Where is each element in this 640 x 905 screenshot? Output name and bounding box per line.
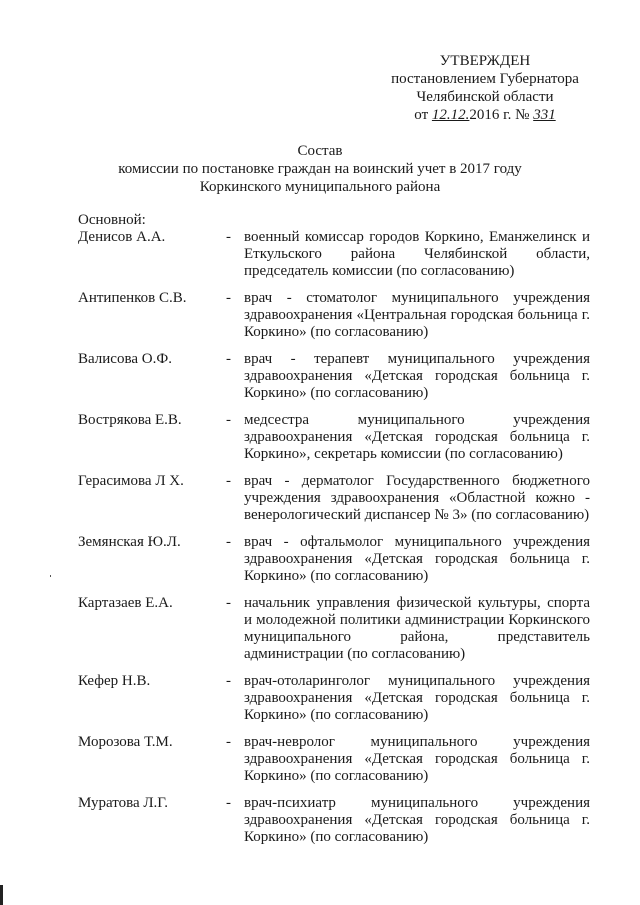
member-description: начальник управления физической культуры, спорта и молодежной политики администрации Коркинского муниципального района, представитель администрации (по согласованию): [244, 595, 590, 662]
member-row: [78, 351, 590, 402]
member-row: [78, 534, 590, 585]
member-name: Вострякова Е.В.: [78, 412, 182, 428]
member-name: Денисов А.А.: [78, 229, 166, 245]
member-name: Валисова О.Ф.: [78, 351, 172, 367]
title-line-3: Коркинского муниципального района: [199, 179, 441, 195]
member-dash: -: [226, 795, 231, 811]
section-label: Основной:: [78, 212, 146, 228]
member-dash: -: [226, 229, 231, 245]
document-title: [60, 142, 580, 196]
members-list: [78, 229, 590, 856]
member-dash: -: [226, 290, 231, 306]
title-line-2: комиссии по постановке граждан на воинский учет в 2017 году: [118, 161, 522, 177]
approval-date-line: [380, 106, 590, 124]
member-description: врач - офтальмолог муниципального учреждения здравоохранения «Детская городская больница г. Коркино» (по согласованию): [244, 534, 590, 584]
member-dash: -: [226, 595, 231, 611]
member-description: медсестра муниципального учреждения здравоохранения «Детская городская больница г. Коркино», секретарь комиссии (по согласованию): [244, 412, 590, 462]
member-name: Земянская Ю.Л.: [78, 534, 181, 550]
member-dash: -: [226, 473, 231, 489]
member-row: [78, 290, 590, 341]
member-name: Морозова Т.М.: [78, 734, 173, 750]
approval-heading: УТВЕРЖДЕН: [439, 53, 531, 69]
member-name: Картазаев Е.А.: [78, 595, 173, 611]
scan-mark: [0, 885, 3, 905]
member-name: Муратова Л.Г.: [78, 795, 169, 811]
member-row: [78, 734, 590, 785]
member-row: [78, 595, 590, 663]
member-name: Кефер Н.В.: [78, 673, 151, 689]
scan-mark: [50, 575, 51, 577]
member-dash: -: [226, 412, 231, 428]
approval-line-2: Челябинской области: [416, 89, 554, 105]
member-row: [78, 412, 590, 463]
approval-year: 2016 г. №: [469, 107, 530, 123]
member-dash: -: [226, 534, 231, 550]
member-description: врач-психиатр муниципального учреждения здравоохранения «Детская городская больница г. Коркино» (по согласованию): [244, 795, 590, 845]
member-row: [78, 673, 590, 724]
member-row: [78, 229, 590, 280]
member-description: врач - дерматолог Государственного бюджетного учреждения здравоохранения «Областной кожно - венерологический диспансер № 3» (по согласованию): [244, 473, 590, 523]
member-name: Антипенков С.В.: [78, 290, 187, 306]
approval-line-1: постановлением Губернатора: [391, 71, 579, 87]
approval-date-prefix: от: [414, 107, 429, 123]
member-dash: -: [226, 734, 231, 750]
title-line-1: Состав: [297, 143, 343, 159]
member-dash: -: [226, 673, 231, 689]
member-row: [78, 795, 590, 846]
member-description: врач - стоматолог муниципального учреждения здравоохранения «Центральная городская больница г. Коркино» (по согласованию): [244, 290, 590, 340]
member-description: врач - терапевт муниципального учреждения здравоохранения «Детская городская больница г. Коркино» (по согласованию): [244, 351, 590, 401]
member-dash: -: [226, 351, 231, 367]
member-name: Герасимова Л Х.: [78, 473, 184, 489]
member-description: врач-невролог муниципального учреждения здравоохранения «Детская городская больница г. Коркино» (по согласованию): [244, 734, 590, 784]
approval-number: 331: [533, 107, 556, 123]
member-description: врач-отоларинголог муниципального учреждения здравоохранения «Детская городская больница г. Коркино» (по согласованию): [244, 673, 590, 723]
member-row: [78, 473, 590, 524]
member-description: военный комиссар городов Коркино, Еманжелинск и Еткульского района Челябинской области, председатель комиссии (по согласованию): [244, 229, 590, 279]
approval-stamp: [380, 52, 590, 124]
approval-date: 12.12.: [431, 107, 470, 123]
